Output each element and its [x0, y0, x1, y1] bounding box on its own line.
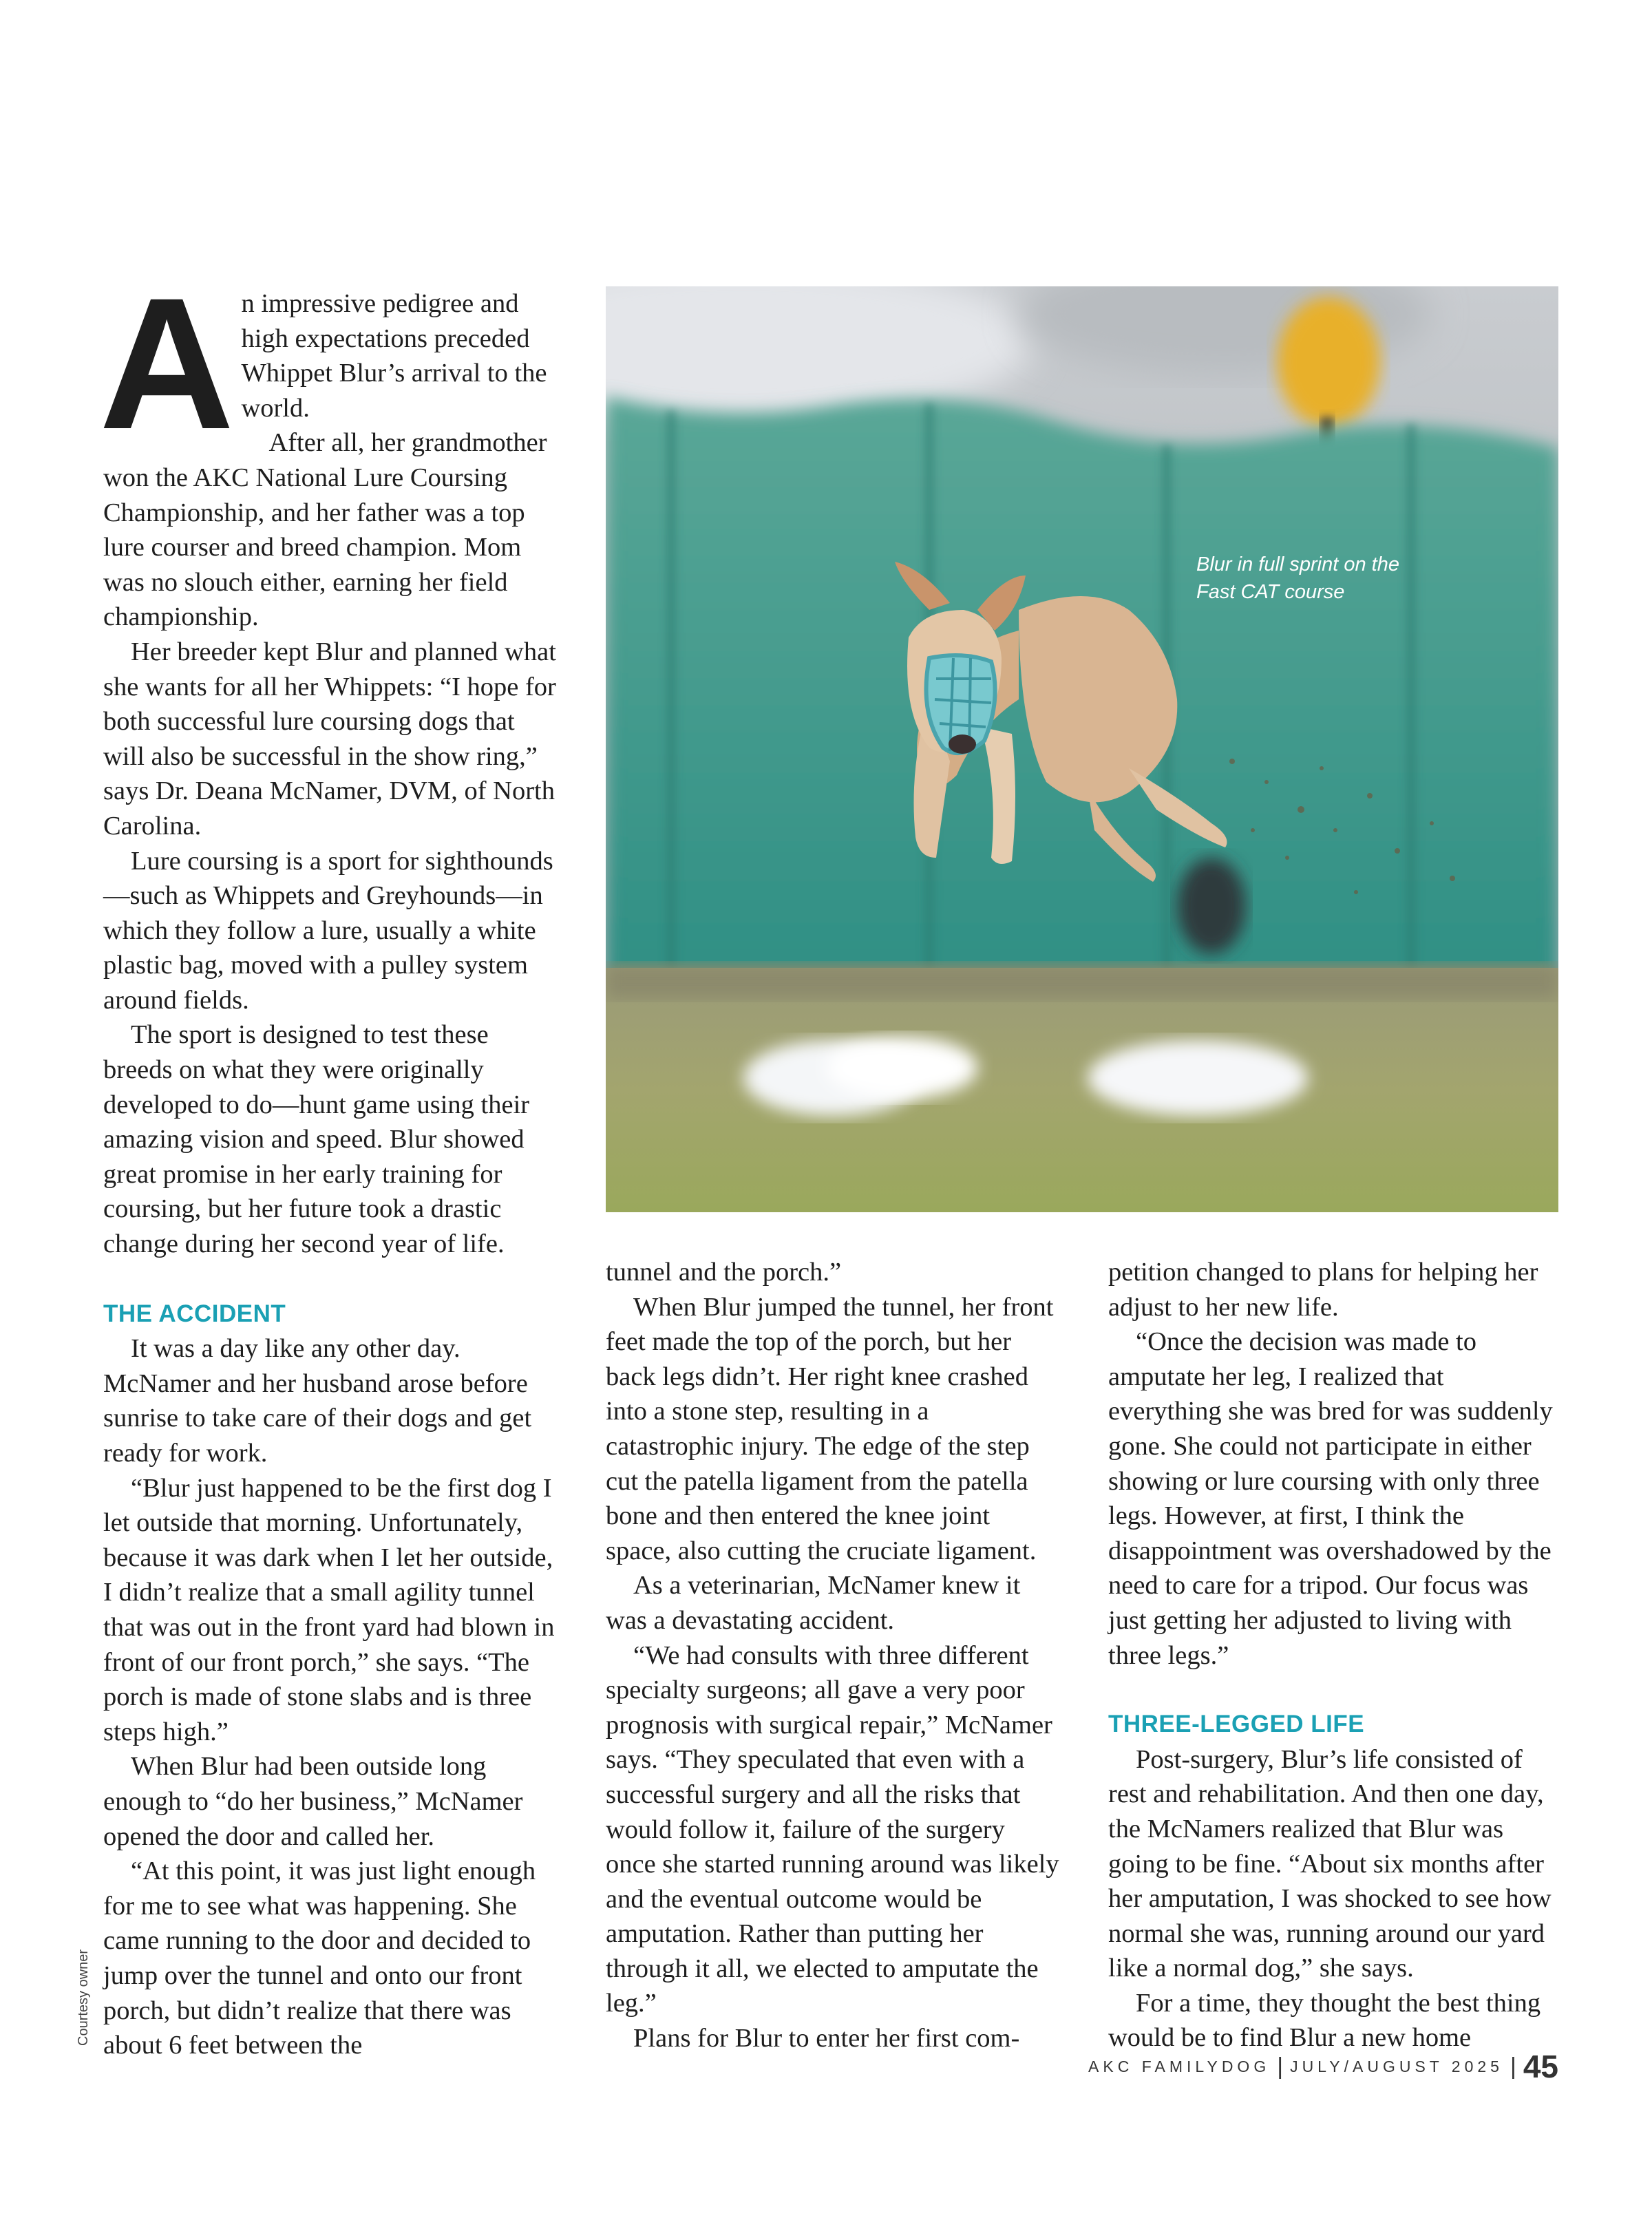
paragraph: “We had consults with three different specialty surgeons; all gave a very poor prognosis with surgical repair,” McNamer says. “They speculated that even with a successful surgery and all the risks that would follow it, failure of the surgery once she started running around was likely and the eventual outcome would be amputation. Rather than putting her through it all, we elected to amputate the leg.” [606, 1640, 1059, 2018]
paragraph: The sport is designed to test these breeds on what they were originally developed to do—hunt game using their amazing vision and speed. Blur showed great promise in her early training for coursing, but her future took a drastic change during her second year of life. [103, 1020, 530, 1259]
page-footer [1088, 2046, 1558, 2087]
photo-caption: Blur in full sprint on the Fast CAT course [1196, 553, 1399, 603]
paragraph: tunnel and the porch.” [606, 1258, 842, 1287]
paragraph: Plans for Blur to enter her first com- [633, 2024, 1020, 2053]
paragraph: Her breeder kept Blur and planned what she wants for all her Whippets: “I hope for both successful lure coursing dogs that will also be successful in the show ring,” says Dr. Deana McNamer, DVM, of North Carolina. [103, 637, 556, 841]
whippet-sprint-illustration [606, 286, 1558, 1212]
paragraph: When Blur jumped the tunnel, her front feet made the top of the porch, but her back legs didn’t. Her right knee crashed into a stone step, resulting in a catastrophic injury. The edge of the step cut the patella ligament from the patella bone and then entered the knee joint space, also cutting the cruciate ligament. [606, 1292, 1054, 1565]
paragraph: “Once the decision was made to amputate her leg, I realized that everything she was bred for was suddenly gone. She could not participate in either showing or lure coursing with only three legs. However, at first, I think the disappointment was overshadowed by the need to care for a tripod. Our focus was just getting her adjusted to living with three legs.” [1108, 1327, 1553, 1670]
paragraph: When Blur had been outside long enough to “do her business,” McNamer opened the door and called her. [103, 1752, 523, 1851]
paragraph: For a time, they thought the best thing would be to find Blur a new home [1108, 1988, 1541, 2053]
divider: | [1510, 2053, 1516, 2080]
article-column-3 [1108, 1255, 1563, 2055]
dog-photo [606, 286, 1558, 1212]
paragraph: Lure coursing is a sport for sighthounds—such as Whippets and Greyhounds—in which they follow a lure, usually a white plastic bag, moved with a pulley system around fields. [103, 846, 553, 1015]
paragraph: “Blur just happened to be the first dog I let outside that morning. Unfortunately, because it was dark when I let her outside, I didn’t realize that a small agility tunnel that was out in the front yard had blown in front of our front porch,” she says. “The porch is made of stone slabs and is three steps high.” [103, 1473, 555, 1746]
publication-name: AKC FAMILYDOG [1088, 2057, 1271, 2075]
issue-date: JULY/AUGUST 2025 [1290, 2057, 1503, 2075]
paragraph: As a veterinarian, McNamer knew it was a devastating accident. [606, 1571, 1021, 1635]
paragraph: Post-surgery, Blur’s life consisted of rest and rehabilitation. And then one day, the McNamers realized that Blur was going to be fine. “About six months after her amputation, I was shocked to see how normal she was, running around our yard like a normal dog,” she says. [1108, 1744, 1552, 1983]
section-heading-accident: THE ACCIDENT [103, 1300, 286, 1327]
page-number: 45 [1523, 2049, 1558, 2084]
drop-cap: A [99, 259, 235, 468]
paragraph: It was a day like any other day. McNamer and her husband arose before sunrise to take care of their dogs and get ready for work. [103, 1334, 532, 1468]
photo-credit: Courtesy owner [76, 1949, 91, 2046]
paragraph: “At this point, it was just light enough for me to see what was happening. She came running to the door and decided to jump over the tunnel and onto our front porch, but didn’t realize that there was about 6 feet between the [103, 1857, 536, 2060]
paragraph: n impressive pedigree and high expectations preceded Whippet Blur’s arrival to the world. [241, 289, 547, 423]
paragraph: petition changed to plans for helping her adjust to her new life. [1108, 1258, 1538, 1322]
section-heading-three-legged-life: THREE-LEGGED LIFE [1108, 1711, 1365, 1738]
paragraph: After all, her grandmother won the AKC National Lure Coursing Championship, and her father was a top lure courser and breed champion. Mom was no slouch either, earning her field championship. [103, 428, 547, 632]
article-column-2 [606, 1255, 1060, 2056]
divider: | [1277, 2053, 1284, 2080]
article-column-1 [99, 259, 558, 2063]
